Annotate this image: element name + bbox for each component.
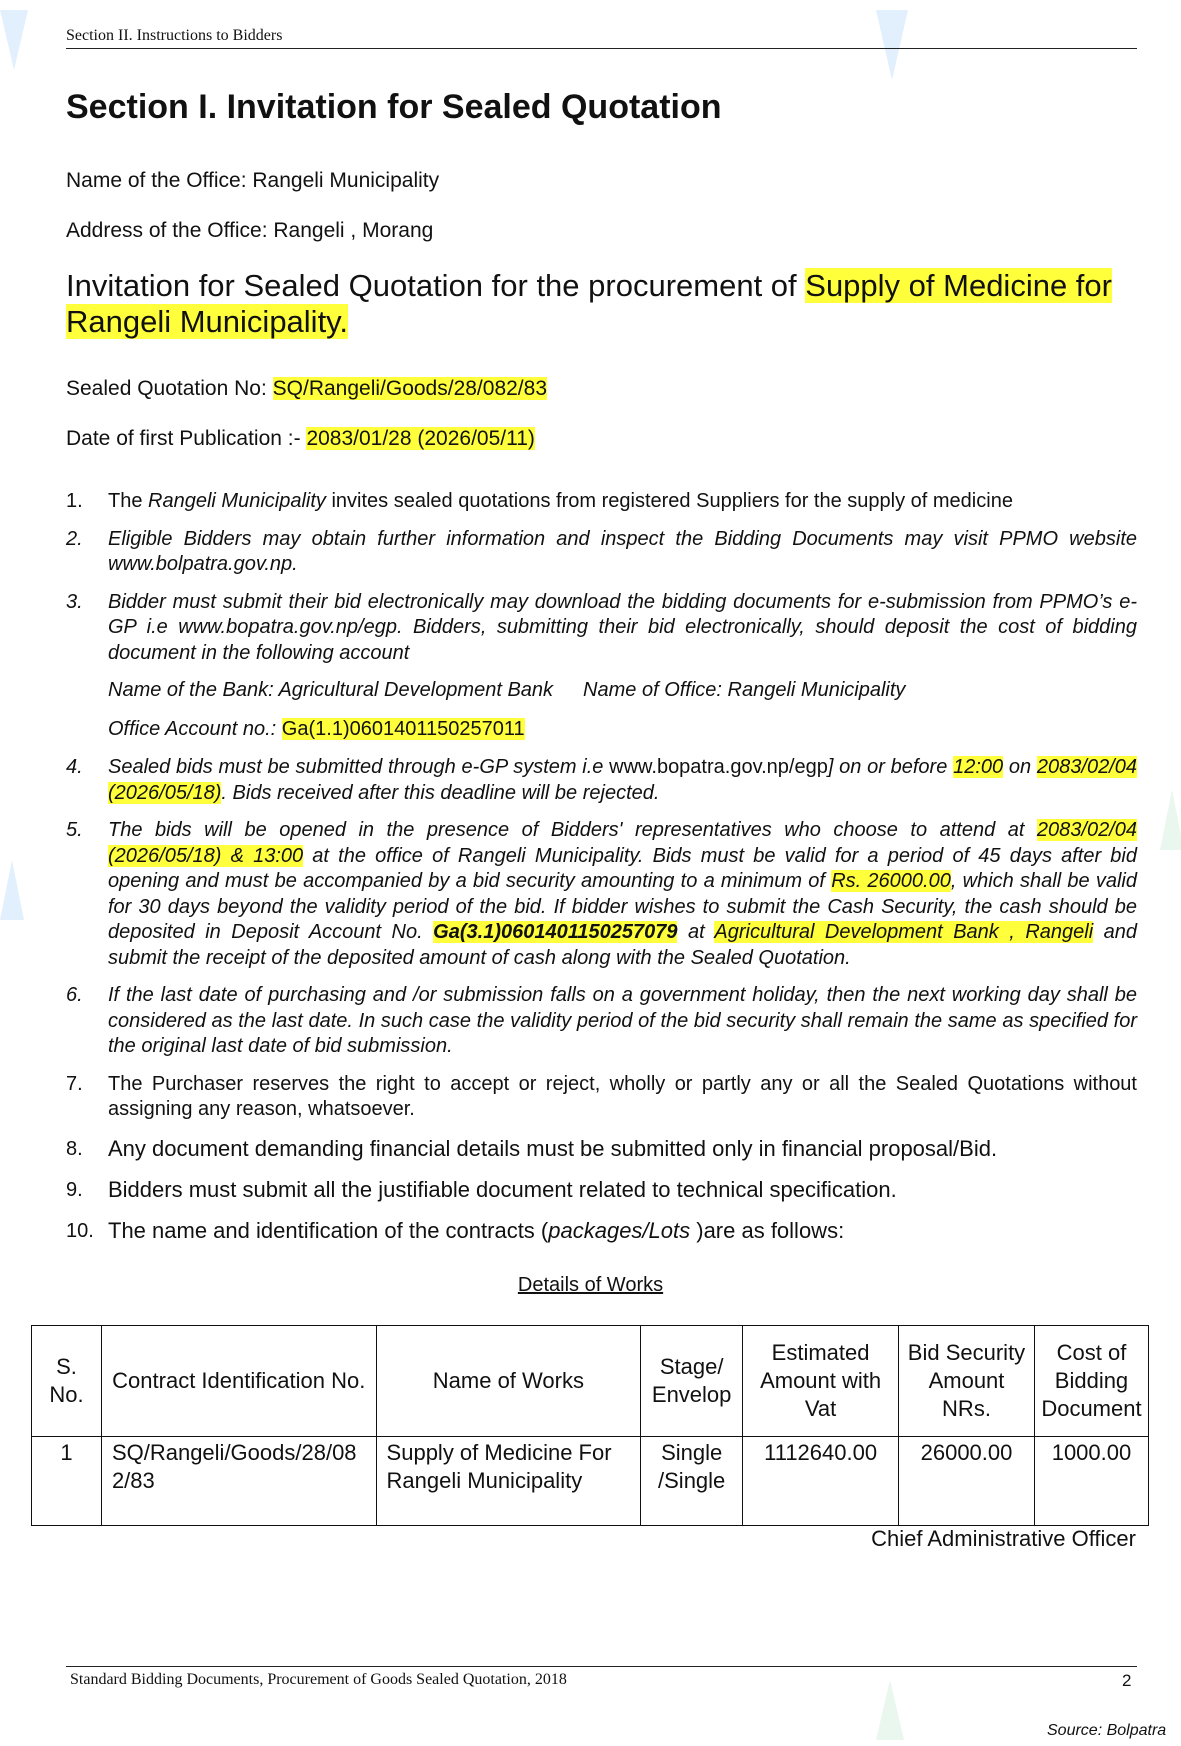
office-account-label: Office Account no.:: [108, 717, 282, 740]
item-text: ] on or before: [827, 756, 954, 778]
cell-bid-security: 26000.00: [899, 1437, 1035, 1526]
deposit-bank: Agricultural Development Bank , Rangeli: [714, 921, 1094, 943]
item-number: 10.: [66, 1219, 94, 1242]
item-text: The bids will be opened in the presence of Bidders' representatives who choose to attend at: [108, 819, 1037, 841]
item-text: at: [677, 921, 715, 943]
instruction-item-3: [66, 590, 1137, 667]
column-header-contract-id: Contract Identification No.: [101, 1326, 376, 1437]
instruction-item-6: [66, 983, 1137, 1060]
instruction-item-8: [66, 1135, 1137, 1163]
instruction-list: [66, 489, 1137, 1258]
cell-bidding-cost: 1000.00: [1034, 1437, 1148, 1526]
instruction-item-2: [66, 527, 1137, 578]
quotation-number-value: SQ/Rangeli/Goods/28/082/83: [272, 377, 547, 400]
office-account-line: [108, 717, 1137, 743]
bank-details-line: [108, 678, 1137, 704]
item-text: Rangeli Municipality: [148, 490, 326, 512]
cell-contract-id: SQ/Rangeli/Goods/28/082/83: [101, 1437, 376, 1526]
item-number: 6.: [66, 984, 83, 1006]
watermark-arrow-icon: [1160, 790, 1181, 850]
quotation-number-line: [66, 377, 547, 401]
publication-date-label: Date of first Publication :-: [66, 427, 307, 450]
column-header-stage: Stage/ Envelop: [641, 1326, 743, 1437]
quotation-number-label: Sealed Quotation No:: [66, 377, 273, 400]
column-header-sno: S. No.: [32, 1326, 102, 1437]
footer-text: Standard Bidding Documents, Procurement of Goods Sealed Quotation, 2018: [70, 1671, 567, 1688]
item-text: packages/Lots: [548, 1217, 691, 1243]
item-text: If the last date of purchasing and /or submission falls on a government holiday, then the next working day shall be considered as the last date. In such case the validity period of the bid security shall remain the same as specified for the original last date of bid submission.: [108, 984, 1137, 1057]
item-text: )are as follows:: [690, 1217, 845, 1243]
column-header-bid-security: Bid Security Amount NRs.: [899, 1326, 1035, 1437]
item-number: 3.: [66, 590, 83, 613]
item-number: 7.: [66, 1072, 83, 1095]
office-account-value: Ga(1.1)0601401150257011: [281, 717, 525, 740]
item-text: Eligible Bidders may obtain further information and inspect the Bidding Documents may visit PPMO website www.bolpatra.gov.np.: [108, 527, 1137, 575]
item-text: and submit the receipt of the deposited amount of cash along with the Sealed Quotation.: [108, 921, 1137, 969]
table-header-row: [32, 1326, 1149, 1437]
procurement-subject: Supply of Medicine for Rangeli Municipality.: [66, 268, 1112, 339]
cell-stage: Single /Single: [641, 1437, 743, 1526]
watermark-arrow-icon: [0, 10, 28, 70]
egp-url: www.bopatra.gov.np/egp: [609, 756, 828, 778]
deposit-account: Ga(3.1)0601401150257079: [433, 921, 678, 943]
cell-name: Supply of Medicine For Rangeli Municipality: [376, 1437, 641, 1526]
instruction-item-9: [66, 1176, 1137, 1204]
watermark-arrow-icon: [876, 10, 908, 80]
table-row: [32, 1437, 1149, 1526]
deadline-date: 2083/02/04 (2026/05/18): [108, 756, 1137, 804]
item-text: , which shall be valid for 30 days beyond the validity period of the bid. If bidder wishes to submit the Cash Security, the cash should be deposited in Deposit Account No.: [108, 870, 1137, 943]
page-title: Section I. Invitation for Sealed Quotation: [66, 88, 722, 126]
cell-sno: 1: [32, 1437, 102, 1526]
column-header-estimated-amount: Estimated Amount with Vat: [743, 1326, 899, 1437]
publication-date-value: 2083/01/28 (2026/05/11): [306, 427, 535, 450]
instruction-item-4: [66, 755, 1137, 806]
item-number: 1.: [66, 490, 83, 512]
item-text: The name and identification of the contracts (: [108, 1217, 549, 1243]
item-number: 4.: [66, 756, 83, 778]
column-header-name: Name of Works: [376, 1326, 641, 1437]
item-number: 5.: [66, 819, 83, 841]
item-number: 8.: [66, 1137, 83, 1160]
office-address-line: Address of the Office: Rangeli , Morang: [66, 219, 434, 242]
item-text: Bidder must submit their bid electronically may download the bidding documents for e-submission from PPMO’s e-GP i.e www.bopatra.gov.np/egp. Bidders, submitting their bid electronically, should deposit the cost of bidding document in the following account: [108, 590, 1137, 664]
item-text: Any document demanding financial details must be submitted only in financial proposal/Bid.: [108, 1135, 998, 1161]
opening-datetime: 2083/02/04 (2026/05/18) & 13:00: [108, 819, 1137, 867]
works-table: [31, 1325, 1149, 1526]
column-header-bidding-cost: Cost of Bidding Document: [1034, 1326, 1148, 1437]
item-text: invites sealed quotations from registered Suppliers for the supply of medicine: [325, 490, 1013, 512]
item-number: 2.: [66, 527, 83, 550]
invitation-prefix: Invitation for Sealed Quotation for the procurement of: [66, 268, 806, 303]
instruction-item-1: [66, 489, 1137, 515]
item-text: at the office of Rangeli Municipality. Bids must be valid for a period of 45 days after bid opening and must be accompanied by a bid security amounting to a minimum of: [108, 844, 1137, 892]
publication-date-line: [66, 427, 535, 451]
works-caption: Details of Works: [517, 1274, 664, 1296]
item-text: on: [1003, 756, 1037, 778]
signatory-title: Chief Administrative Officer: [871, 1526, 1136, 1551]
running-header: Section II. Instructions to Bidders: [66, 27, 283, 44]
bank-name: Name of the Bank: Agricultural Development Bank: [108, 679, 554, 701]
instruction-item-5: [66, 818, 1137, 971]
invitation-heading: [66, 268, 1146, 340]
instruction-item-7: [66, 1072, 1137, 1123]
item-text: The Purchaser reserves the right to accept or reject, wholly or partly any or all the Sealed Quotations without assigning any reason, whatsoever.: [108, 1072, 1137, 1120]
bid-security-amount: Rs. 26000.00: [831, 870, 951, 892]
footer-divider: [66, 1666, 1137, 1667]
header-divider: [66, 48, 1137, 49]
instruction-item-10: [66, 1217, 1137, 1245]
item-text: Bidders must submit all the justifiable document related to technical specification.: [108, 1176, 897, 1202]
deadline-time: 12:00: [953, 756, 1004, 778]
source-note: Source: Bolpatra: [1047, 1722, 1167, 1739]
watermark-arrow-icon: [0, 860, 24, 920]
page-number: 2: [1122, 1671, 1132, 1690]
item-number: 9.: [66, 1178, 83, 1201]
office-name-line: Name of the Office: Rangeli Municipality: [66, 169, 440, 192]
cell-estimated-amount: 1112640.00: [743, 1437, 899, 1526]
office-name: Name of Office: Rangeli Municipality: [583, 679, 906, 701]
item-text: . Bids received after this deadline will be rejected.: [221, 781, 660, 804]
item-text: Sealed bids must be submitted through e-GP system i.e: [108, 756, 610, 778]
watermark-arrow-icon: [876, 1680, 904, 1740]
item-text: The: [108, 490, 149, 512]
